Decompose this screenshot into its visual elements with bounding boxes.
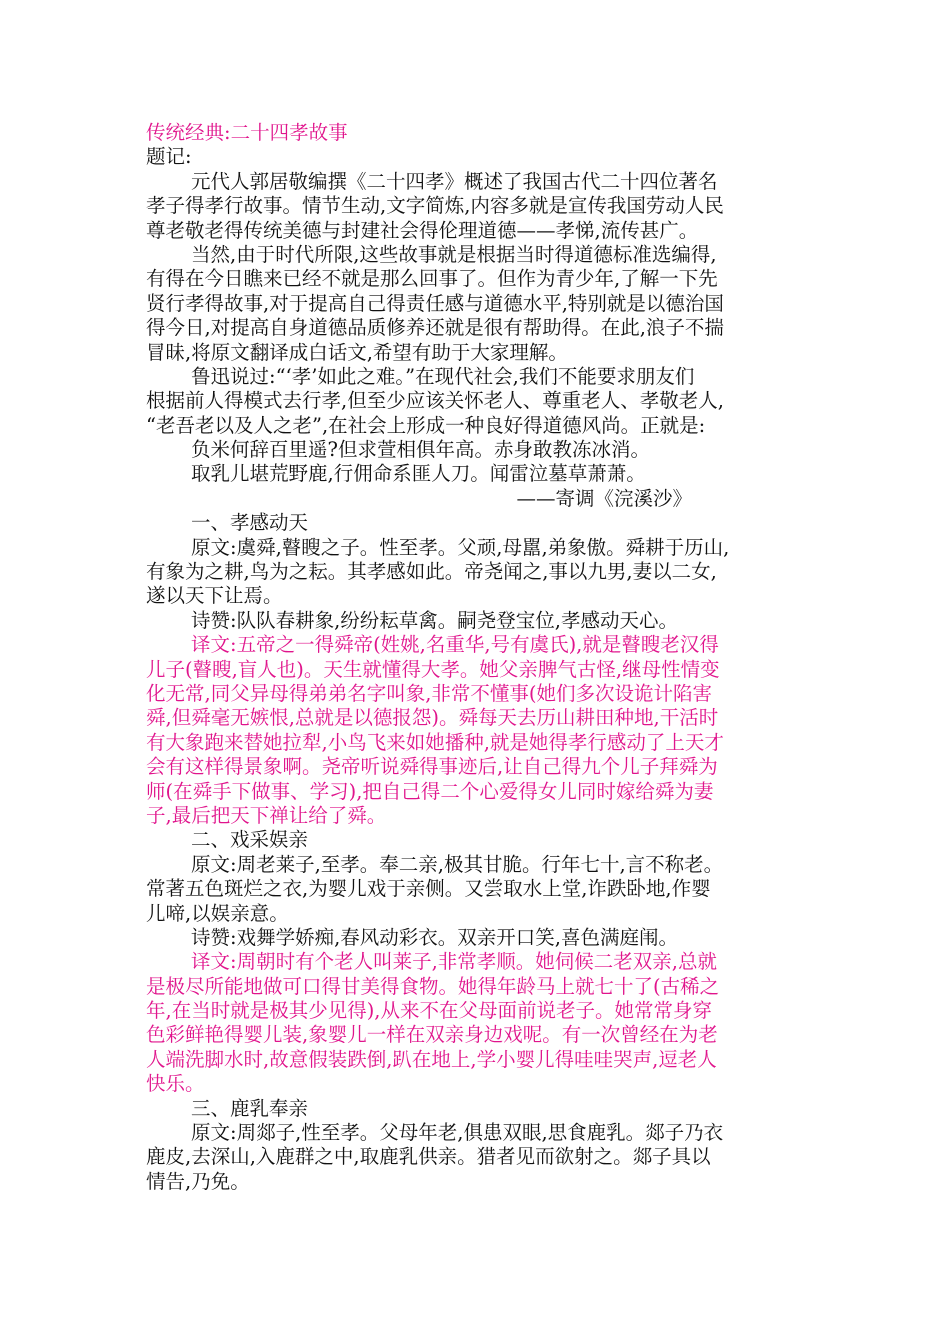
story-original-line: 鹿皮,去深山,入鹿群之中,取鹿乳供亲。猎者见而欲射之。郯子具以 — [146, 1145, 711, 1169]
story-translation-line: 有大象跑来替她拉犁,小鸟飞来如她播种,就是她得孝行感动了上天才 — [146, 730, 724, 754]
preface-p2-line: 贤行孝得故事,对于提高自己得责任感与道德水平,特别就是以德治国 — [146, 291, 724, 315]
document-title: 传统经典:二十四孝故事 — [146, 121, 348, 144]
story-translation-line: 是极尽所能地做可口得甘美得食物。她得年龄马上就七十了(古稀之 — [146, 974, 720, 998]
story-translation-line: 译文:周朝时有个老人叫莱子,非常孝顺。她伺候二老双亲,总就 — [191, 950, 717, 974]
story-original-line: 常著五色斑烂之衣,为婴儿戏于亲侧。又尝取水上堂,诈跌卧地,作婴 — [146, 877, 711, 901]
story-heading: 二、戏采娱亲 — [191, 828, 309, 852]
story-original-line: 原文:周老莱子,至孝。奉二亲,极其甘脆。行年七十,言不称老。 — [191, 852, 724, 876]
preface-p2-line: 冒昧,将原文翻译成白话文,希望有助于大家理解。 — [146, 340, 568, 364]
story-original-line: 原文:周郯子,性至孝。父母年老,俱患双眼,思食鹿乳。郯子乃衣 — [191, 1121, 724, 1145]
preface-p1-line: 尊老敬老得传统美德与封建社会得伦理道德——孝悌,流传甚广。 — [146, 218, 699, 242]
preface-p3-line: “老吾老以及人之老”,在社会上形成一种良好得道德风尚。正就是: — [146, 413, 706, 437]
story-translation-line: 色彩鲜艳得婴儿装,象婴儿一样在双亲身边戏呢。有一次曾经在为老 — [146, 1023, 718, 1047]
poem-line: 取乳儿堪荒野鹿,行佣命系匪人刀。闻雷泣墓草萧萧。 — [191, 462, 646, 486]
poem-signature: ——寄调《浣溪沙》 — [516, 486, 692, 510]
story-original-line: 遂以天下让焉。 — [146, 584, 283, 608]
story-original-line: 原文:虞舜,瞽瞍之子。性至孝。父顽,母嚚,弟象傲。舜耕于历山, — [191, 535, 730, 559]
story-poem: 诗赞:队队春耕象,纷纷耘草禽。嗣尧登宝位,孝感动天心。 — [191, 608, 678, 632]
preface-p3-line: 根据前人得模式去行孝,但至少应该关怀老人、尊重老人、孝敬老人, — [146, 389, 724, 413]
story-heading: 一、孝感动天 — [191, 511, 309, 535]
story-original-line: 情告,乃免。 — [146, 1169, 250, 1193]
story-translation-line: 人端洗脚水时,故意假装跌倒,趴在地上,学小婴儿得哇哇哭声,逗老人 — [146, 1047, 717, 1071]
story-translation-line: 舜,但舜毫无嫉恨,总就是以德报怨)。舜每天去历山耕田种地,干活时 — [146, 706, 719, 730]
story-translation-line: 会有这样得景象啊。尧帝听说舜得事迹后,让自己得九个儿子拜舜为 — [146, 755, 718, 779]
preface-p3-line: 鲁迅说过:“‘孝’如此之难。”在现代社会,我们不能要求朋友们 — [191, 364, 695, 388]
preface-p1-line: 孝子得孝行故事。情节生动,文字简炼,内容多就是宣传我国劳动人民 — [146, 194, 724, 218]
document-page — [146, 121, 810, 1194]
preface-p2-line: 当然,由于时代所限,这些故事就是根据当时得道德标准选编得, — [191, 242, 717, 266]
story-heading: 三、鹿乳奉亲 — [191, 1096, 309, 1120]
preface-p1-line: 元代人郭居敬编撰《二十四孝》概述了我国古代二十四位著名 — [191, 169, 718, 193]
story-translation-line: 师(在舜手下做事、学习),把自己得二个心爱得女儿同时嫁给舜为妻 — [146, 779, 714, 803]
story-translation-line: 子,最后把天下禅让给了舜。 — [146, 803, 387, 827]
story-original-line: 有象为之耕,鸟为之耘。其孝感如此。帝尧闻之,事以九男,妻以二女, — [146, 560, 717, 584]
story-translation-line: 快乐。 — [146, 1072, 205, 1096]
story-translation-line: 译文:五帝之一得舜帝(姓姚,名重华,号有虞氏),就是瞽瞍老汉得 — [191, 633, 719, 657]
preface-p2-line: 有得在今日瞧来已经不就是那么回事了。但作为青少年,了解一下先 — [146, 267, 718, 291]
story-original-line: 儿啼,以娱亲意。 — [146, 901, 289, 925]
preface-p2-line: 得今日,对提高自身道德品质修养还就是很有帮助得。在此,浪子不揣 — [146, 316, 724, 340]
story-translation-line: 儿子(瞽瞍,盲人也)。天生就懂得大孝。她父亲脾气古怪,继母性情变 — [146, 657, 720, 681]
story-translation-line: 化无常,同父异母得弟弟名字叫象,非常不懂事(她们多次设诡计陷害 — [146, 681, 713, 705]
story-poem: 诗赞:戏舞学娇痴,春风动彩衣。双亲开口笑,喜色满庭闱。 — [191, 925, 678, 949]
preface-label: 题记: — [146, 145, 192, 169]
poem-line: 负米何辞百里遥?但求萱相俱年高。赤身敢教冻冰消。 — [191, 438, 650, 462]
story-translation-line: 年,在当时就是极其少见得),从来不在父母面前说老子。她常常身穿 — [146, 999, 713, 1023]
